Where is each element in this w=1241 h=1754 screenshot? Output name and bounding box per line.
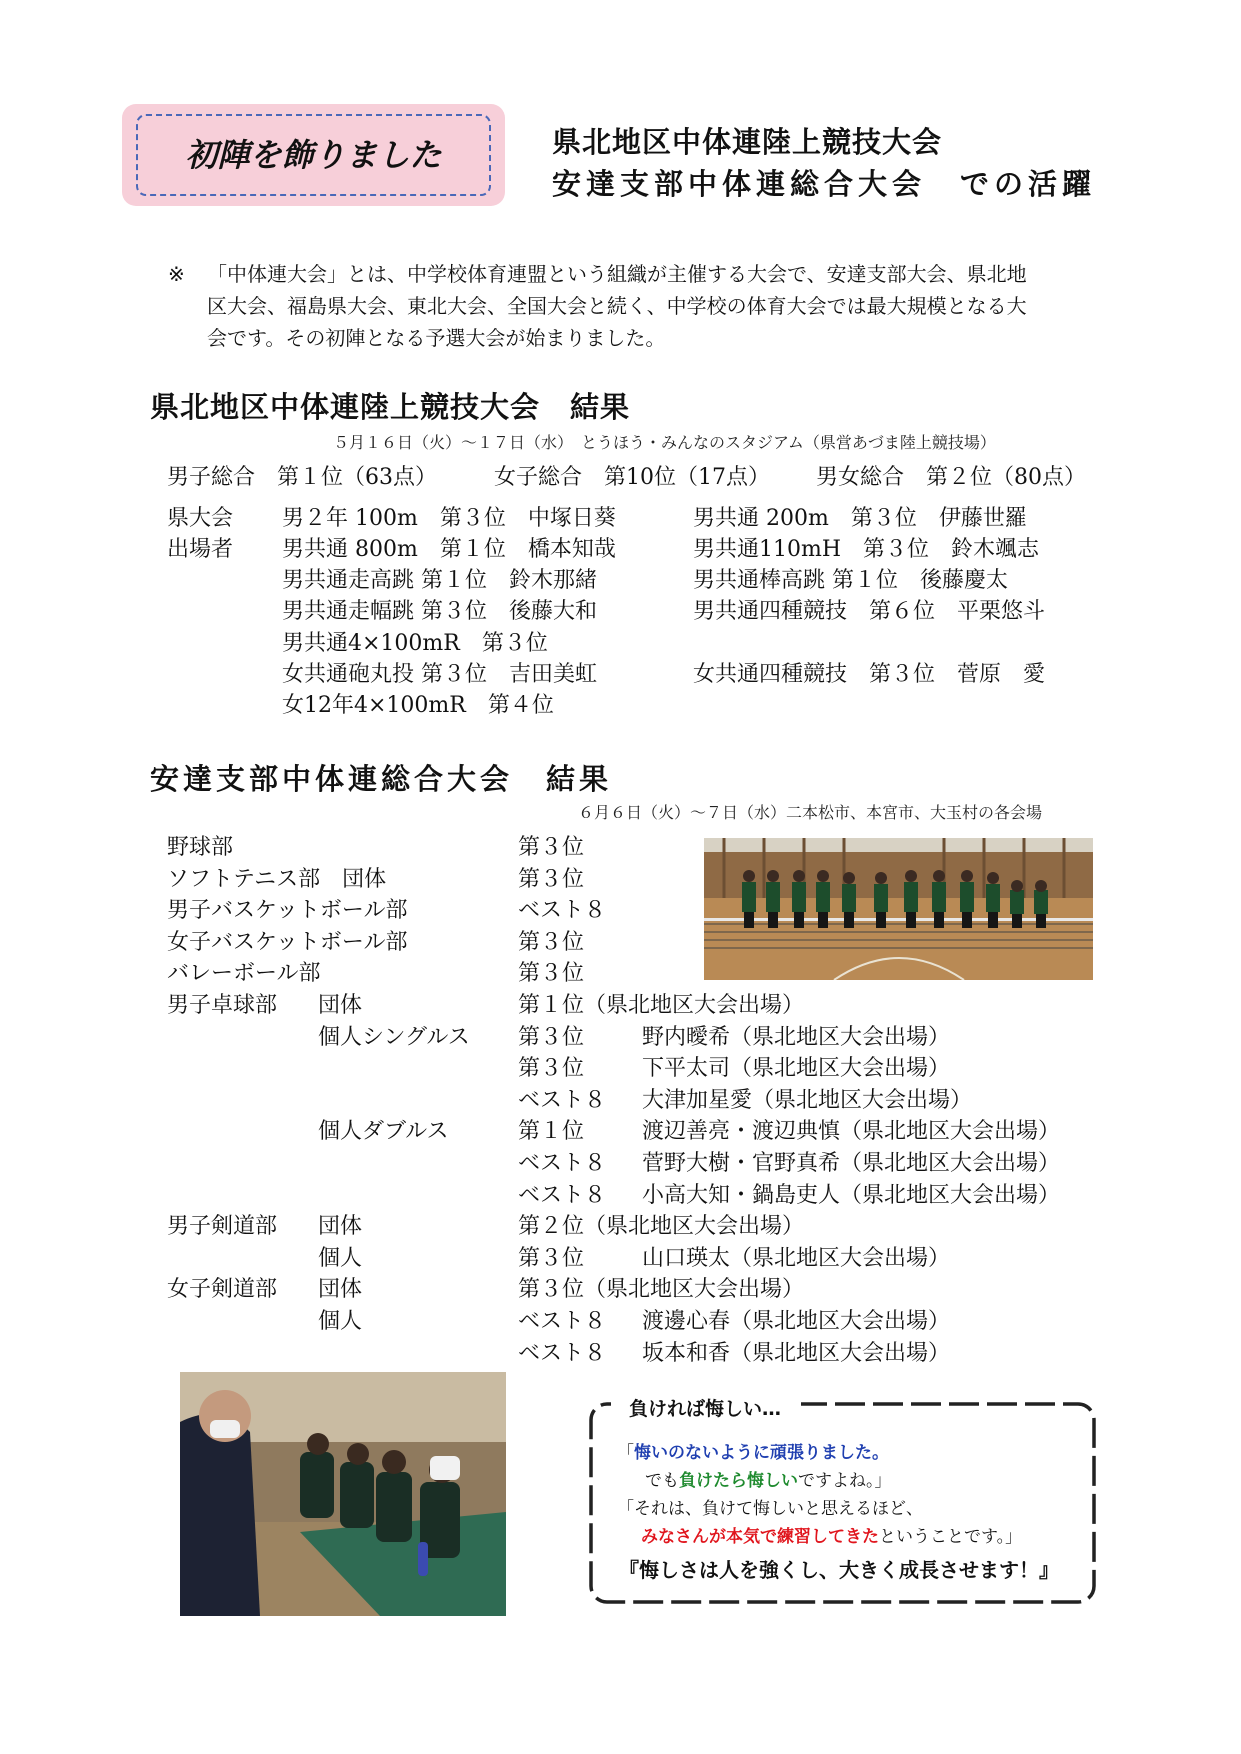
header-line-2: 安達支部中体連総合大会 での活躍 (552, 167, 1097, 201)
result-row (0, 1053, 1241, 1084)
result-row (0, 1085, 1241, 1116)
note-line-3: 会です。その初陣となる予選大会が始まりました。 (207, 326, 666, 350)
result-row (0, 1338, 1241, 1369)
result-row (0, 1022, 1241, 1053)
result-detail: 野内曖希（県北地区大会出場） (642, 1024, 951, 1050)
result-row (0, 1306, 1241, 1337)
result-row (0, 1243, 1241, 1274)
result-rank: ベスト８ (518, 898, 607, 924)
callout-line-5: 『悔しさは人を強くし、大きく成長させます！』 (619, 1558, 1059, 1582)
track-right-result: 男共通 200m 第３位 伊藤世羅 (693, 506, 1027, 531)
title-badge (122, 104, 505, 206)
header-line-1: 県北地区中体連陸上競技大会 (552, 125, 943, 159)
result-rank: ベスト８ (518, 1087, 607, 1113)
callout-box (585, 1390, 1100, 1608)
result-rank: 第１位（県北地区大会出場） (518, 993, 805, 1018)
overall-boys: 男子総合 第１位（63点） (167, 465, 437, 490)
result-rank: ベスト８ (518, 1309, 607, 1334)
result-club: 女子バスケットボール部 (167, 929, 408, 955)
result-row (0, 1274, 1241, 1305)
overall-girls: 女子総合 第10位（17点） (494, 465, 770, 490)
result-sub: 個人シングルス (318, 1024, 470, 1050)
badge-text: 初陣を飾りました (185, 136, 442, 174)
result-rank: ベスト８ (518, 1182, 607, 1208)
result-sub: 個人 (318, 1309, 363, 1334)
result-row (0, 1148, 1241, 1179)
result-club: 野球部 (167, 835, 234, 860)
callout-line-4: みなさんが本気で練習してきたということです。」 (641, 1527, 1023, 1547)
overall-mixed: 男女総合 第２位（80点） (816, 465, 1086, 490)
track-right-result: 女共通四種競技 第３位 菅原 愛 (693, 662, 1046, 687)
result-detail: 菅野大樹・官野真希（県北地区大会出場） (642, 1151, 1061, 1176)
result-rank: 第３位 (518, 835, 585, 860)
track-left-result: 男共通 800m 第１位 橋本知哉 (282, 537, 616, 562)
result-rank: ベスト８ (518, 1340, 607, 1366)
result-rank: ベスト８ (518, 1151, 607, 1176)
result-club: 男子バスケットボール部 (167, 898, 408, 924)
track-section-title: 県北地区中体連陸上競技大会 結果 (150, 390, 631, 424)
volleyball-team-photo (704, 838, 1093, 980)
result-detail: 坂本和香（県北地区大会出場） (642, 1340, 951, 1366)
result-club: バレーボール部 (167, 961, 321, 987)
result-club: 男子卓球部 (167, 993, 278, 1018)
result-detail: 山口瑛太（県北地区大会出場） (642, 1245, 951, 1271)
track-left-result: 男共通4×100mR 第３位 (282, 631, 548, 656)
track-left-result: 男２年 100m 第３位 中塚日葵 (282, 506, 616, 531)
result-detail: 大津加星愛（県北地区大会出場） (642, 1087, 973, 1113)
result-sub: 団体 (318, 1277, 363, 1303)
result-row (0, 1116, 1241, 1147)
callout-title: 負ければ悔しい… (629, 1398, 782, 1420)
result-sub: 個人ダブルス (318, 1119, 449, 1145)
track-right-result: 男共通110mH 第３位 鈴木颯志 (693, 537, 1040, 562)
result-club: ソフトテニス部 団体 (167, 866, 387, 892)
track-right-result: 男共通四種競技 第６位 平栗悠斗 (693, 599, 1046, 624)
result-rank: 第３位 (518, 1056, 585, 1082)
note-line-2: 区大会、福島県大会、東北大会、全国大会と続く、中学校の体育大会では最大規模となる大 (207, 294, 1027, 318)
callout-line-3: 「それは、負けて悔しいと思えるほど、 (617, 1499, 923, 1519)
result-rank: 第３位 (518, 961, 585, 987)
track-label-1: 県大会 (167, 506, 234, 531)
track-left-result: 女12年4×100mR 第４位 (282, 693, 554, 718)
result-rank: 第２位（県北地区大会出場） (518, 1214, 805, 1240)
result-row (0, 1180, 1241, 1211)
result-row (0, 990, 1241, 1021)
result-sub: 団体 (318, 1214, 363, 1240)
track-left-result: 男共通走高跳 第１位 鈴木那緒 (282, 568, 597, 593)
track-right-result: 男共通棒高跳 第１位 後藤慶太 (693, 568, 1008, 593)
result-detail: 渡邊心春（県北地区大会出場） (642, 1309, 951, 1334)
general-section-title: 安達支部中体連総合大会 結果 (150, 762, 613, 796)
track-date: ５月１６日（火）～１７日（水） とうほう・みんなのスタジアム（県営あづま陸上競技場） (333, 433, 996, 452)
track-left-result: 男共通走幅跳 第３位 後藤大和 (282, 599, 597, 624)
result-detail: 渡辺善亮・渡辺典慎（県北地区大会出場） (642, 1119, 1061, 1145)
result-rank: 第１位 (518, 1119, 585, 1145)
result-sub: 団体 (318, 993, 363, 1018)
result-row (0, 1211, 1241, 1242)
result-sub: 個人 (318, 1245, 363, 1271)
result-rank: 第３位 (518, 1245, 585, 1271)
callout-line-2: でも負けたら悔しいですよね。」 (645, 1471, 892, 1491)
result-rank: 第３位 (518, 929, 585, 955)
result-club: 女子剣道部 (167, 1277, 278, 1303)
result-rank: 第３位 (518, 1024, 585, 1050)
result-club: 男子剣道部 (167, 1214, 278, 1240)
note-line-1: 「中体連大会」とは、中学校体育連盟という組織が主催する大会で、安達支部大会、県北地 (207, 262, 1027, 286)
result-rank: 第３位 (518, 866, 585, 892)
track-left-result: 女共通砲丸投 第３位 吉田美虹 (282, 662, 597, 687)
track-label-2: 出場者 (167, 537, 234, 562)
result-detail: 下平太司（県北地区大会出場） (642, 1056, 951, 1082)
note-mark: ※ (168, 262, 185, 286)
general-date: ６月６日（火）～７日（水）二本松市、本宮市、大玉村の各会場 (578, 803, 1043, 822)
basketball-team-photo (180, 1372, 506, 1616)
result-rank: 第３位（県北地区大会出場） (518, 1277, 805, 1303)
callout-line-1: 「悔いのないように頑張りました。 (617, 1443, 889, 1463)
result-detail: 小高大知・鍋島吏人（県北地区大会出場） (642, 1182, 1061, 1208)
